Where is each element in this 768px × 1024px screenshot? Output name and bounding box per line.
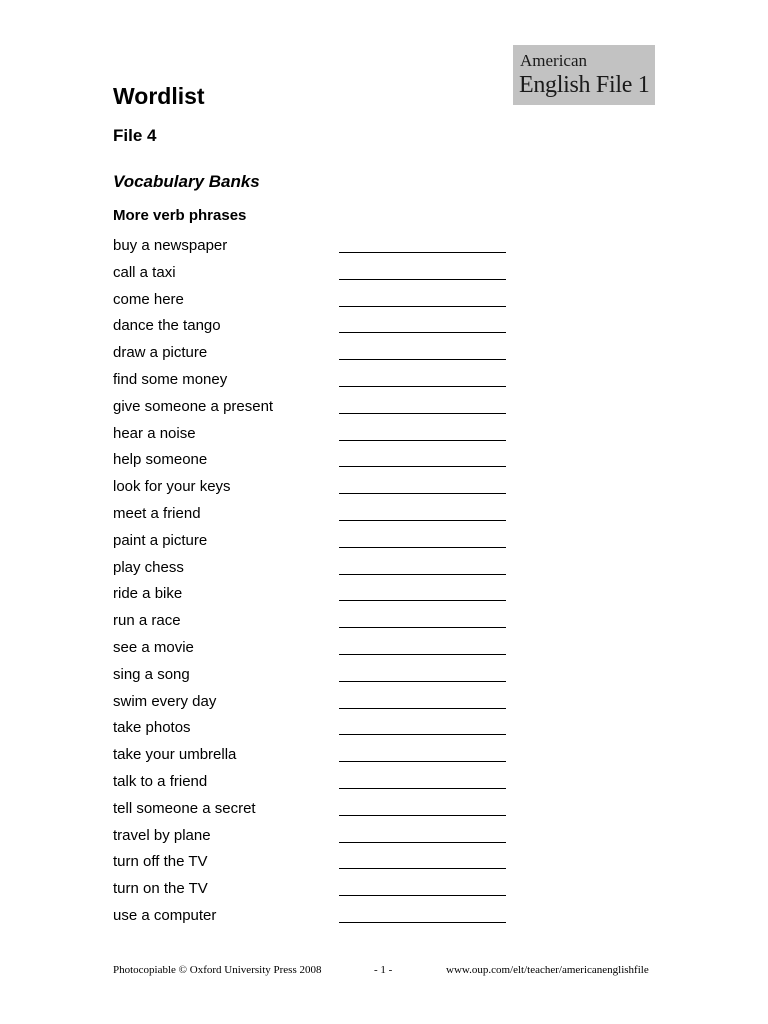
word-row (113, 397, 513, 424)
word-row (113, 343, 513, 370)
word-text: run a race (113, 612, 181, 630)
word-text: take your umbrella (113, 746, 237, 764)
answer-blank-line[interactable] (339, 788, 506, 789)
logo-line-english-file: English File 1 (519, 72, 650, 98)
word-text: give someone a present (113, 397, 274, 415)
word-row (113, 504, 513, 531)
file-heading: File 4 (113, 126, 157, 145)
word-text: call a taxi (113, 263, 176, 281)
word-text: meet a friend (113, 504, 201, 522)
answer-blank-line[interactable] (339, 895, 506, 896)
answer-blank-line[interactable] (339, 868, 506, 869)
word-row (113, 531, 513, 558)
word-text: dance the tango (113, 317, 221, 335)
word-text: use a computer (113, 906, 217, 924)
answer-blank-line[interactable] (339, 681, 506, 682)
answer-blank-line[interactable] (339, 708, 506, 709)
answer-blank-line[interactable] (339, 520, 506, 521)
page-title: Wordlist (113, 83, 205, 109)
american-english-file-logo (513, 45, 655, 105)
word-row (113, 424, 513, 451)
footer-copyright: Photocopiable © Oxford University Press 2008 (113, 964, 322, 976)
word-row (113, 826, 513, 853)
answer-blank-line[interactable] (339, 922, 506, 923)
word-list (113, 236, 513, 933)
answer-blank-line[interactable] (339, 627, 506, 628)
section-heading: More verb phrases (113, 207, 247, 224)
answer-blank-line[interactable] (339, 761, 506, 762)
word-text: help someone (113, 451, 208, 469)
logo-line-american: American (520, 51, 588, 70)
answer-blank-line[interactable] (339, 734, 506, 735)
word-row (113, 852, 513, 879)
word-row (113, 584, 513, 611)
vocabulary-banks-heading: Vocabulary Banks (113, 172, 260, 191)
answer-blank-line[interactable] (339, 413, 506, 414)
word-text: turn off the TV (113, 853, 208, 871)
word-text: look for your keys (113, 478, 231, 496)
word-row (113, 477, 513, 504)
word-row (113, 611, 513, 638)
answer-blank-line[interactable] (339, 466, 506, 467)
word-text: sing a song (113, 665, 190, 683)
answer-blank-line[interactable] (339, 440, 506, 441)
answer-blank-line[interactable] (339, 842, 506, 843)
word-text: buy a newspaper (113, 237, 228, 254)
word-text: talk to a friend (113, 772, 208, 790)
word-row (113, 692, 513, 719)
word-row (113, 638, 513, 665)
word-row (113, 316, 513, 343)
word-row (113, 879, 513, 906)
answer-blank-line[interactable] (339, 574, 506, 575)
answer-blank-line[interactable] (339, 306, 506, 307)
word-text: come here (113, 290, 184, 308)
word-row (113, 370, 513, 397)
answer-blank-line[interactable] (339, 493, 506, 494)
answer-blank-line[interactable] (339, 815, 506, 816)
footer-page-number: - 1 - (374, 964, 393, 976)
word-row (113, 772, 513, 799)
answer-blank-line[interactable] (339, 252, 506, 253)
word-row (113, 263, 513, 290)
word-text: hear a noise (113, 424, 196, 442)
answer-blank-line[interactable] (339, 386, 506, 387)
word-text: swim every day (113, 692, 217, 710)
word-row (113, 290, 513, 317)
answer-blank-line[interactable] (339, 279, 506, 280)
word-text: paint a picture (113, 531, 208, 549)
answer-blank-line[interactable] (339, 654, 506, 655)
word-text: find some money (113, 370, 228, 388)
word-text: play chess (113, 558, 184, 576)
answer-blank-line[interactable] (339, 547, 506, 548)
word-row (113, 718, 513, 745)
word-row (113, 558, 513, 585)
answer-blank-line[interactable] (339, 332, 506, 333)
word-text: see a movie (113, 638, 194, 656)
word-row (113, 799, 513, 826)
word-row (113, 665, 513, 692)
answer-blank-line[interactable] (339, 359, 506, 360)
word-text: travel by plane (113, 826, 211, 844)
word-text: ride a bike (113, 585, 183, 603)
answer-blank-line[interactable] (339, 600, 506, 601)
word-row (113, 745, 513, 772)
word-text: tell someone a secret (113, 799, 256, 817)
word-row (113, 236, 513, 263)
word-row (113, 450, 513, 477)
word-text: draw a picture (113, 344, 208, 362)
word-row (113, 906, 513, 933)
footer-url[interactable]: www.oup.com/elt/teacher/americanenglishfile (446, 964, 649, 976)
word-text: turn on the TV (113, 880, 208, 898)
word-text: take photos (113, 719, 191, 737)
